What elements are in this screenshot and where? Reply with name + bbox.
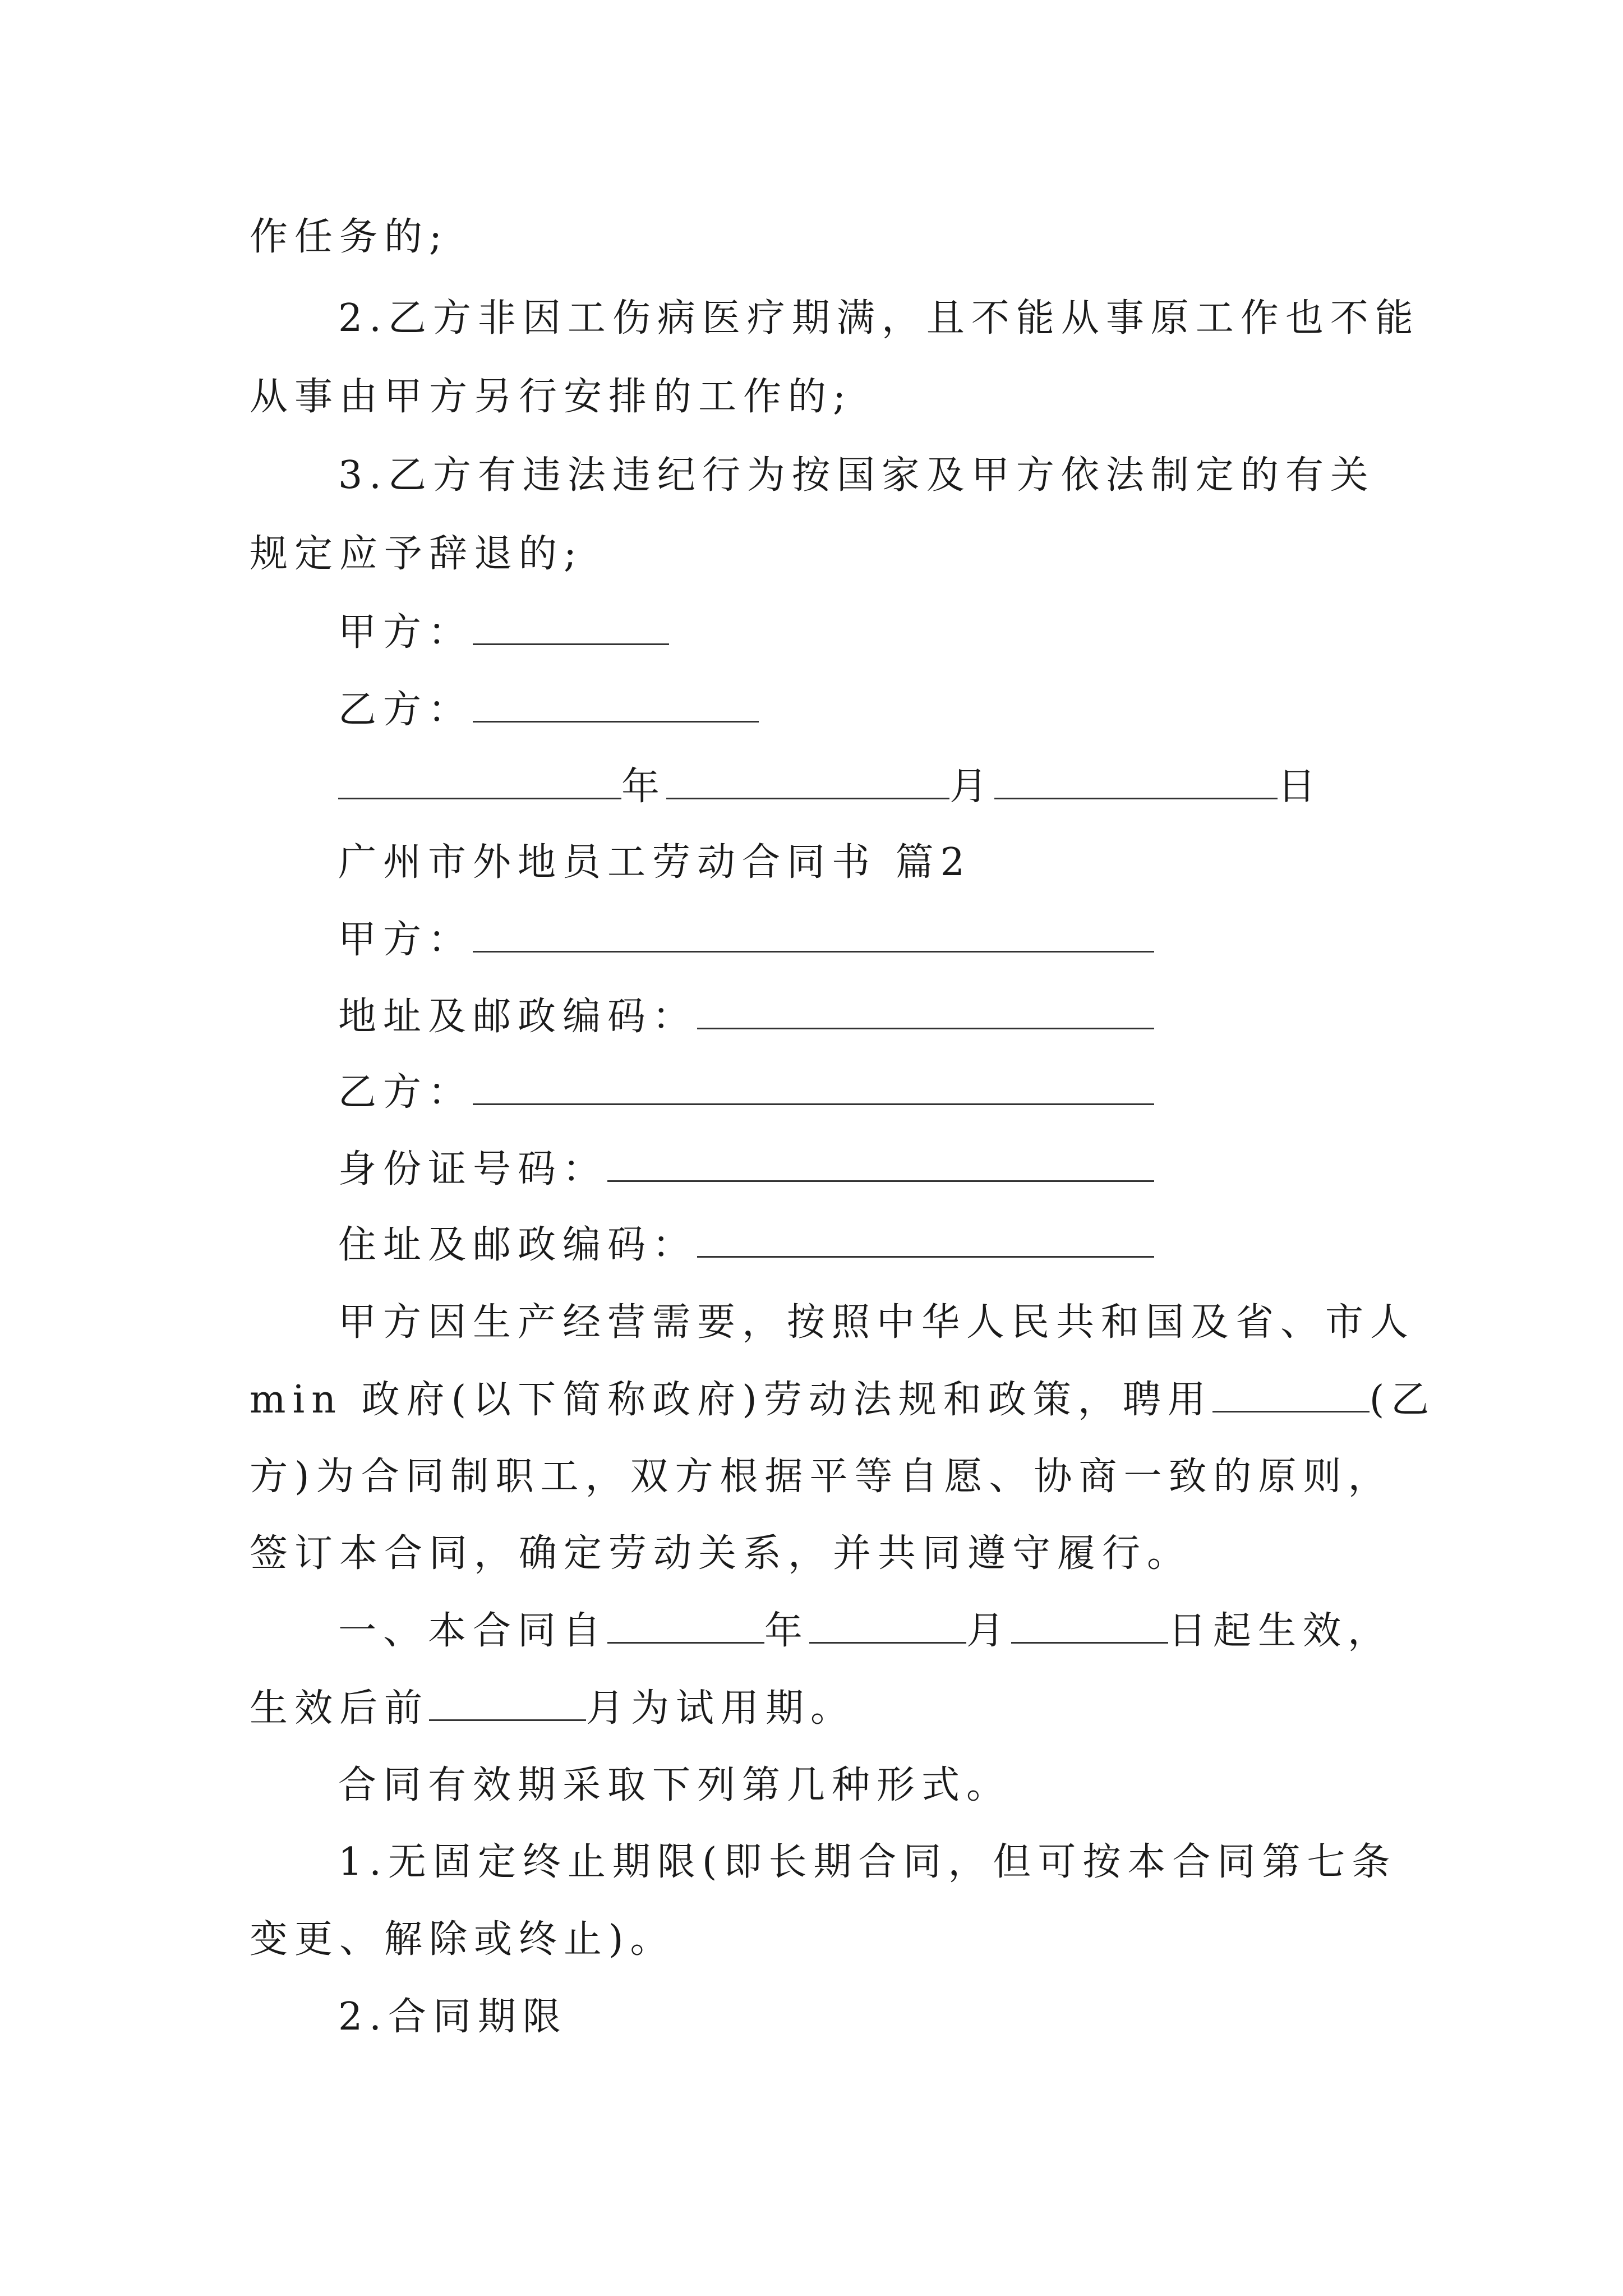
form-id-blank	[607, 1147, 1154, 1182]
text-segment: 年	[764, 1609, 810, 1653]
text-segment: 生效后前	[250, 1686, 430, 1731]
start-year-blank	[607, 1608, 764, 1644]
text-line: 签订本合同，确定劳动关系，并共同遵守履行。	[250, 1531, 1192, 1576]
employee-name-blank	[1212, 1377, 1370, 1412]
signature-party-a	[338, 606, 1477, 660]
text-line: 1.无固定终止期限(即长期合同，但可按本合同第七条	[338, 1840, 1397, 1884]
start-month-blank	[809, 1608, 966, 1644]
text-line: 作任务的;	[250, 215, 449, 259]
text-line: 变更、解除或终止)。	[250, 1917, 675, 1962]
text-line: 2.合同期限	[338, 1995, 568, 2039]
section-heading: 广州市外地员工劳动合同书 篇2	[338, 840, 971, 885]
form-residence-blank	[697, 1222, 1154, 1258]
text-line: 方)为合同制职工，双方根据平等自愿、协商一致的原则，	[250, 1455, 1393, 1499]
year-label: 年	[621, 765, 667, 809]
day-label: 日	[1278, 765, 1323, 809]
text-line: 3.乙方有违法违纪行为按国家及甲方依法制定的有关	[338, 453, 1375, 498]
form-residence	[338, 1218, 1477, 1272]
form-party-b-label: 乙方：	[338, 1070, 473, 1115]
party-b-blank	[473, 687, 759, 723]
party-b-label: 乙方：	[338, 688, 473, 732]
form-party-b-blank	[473, 1070, 1154, 1105]
form-address-label: 地址及邮政编码：	[338, 995, 698, 1039]
form-id-label: 身份证号码：	[338, 1147, 608, 1191]
text-line	[250, 1682, 1388, 1736]
text-segment: 月	[966, 1609, 1012, 1653]
text-line: 甲方因生产经营需要，按照中华人民共和国及省、市人	[338, 1300, 1415, 1345]
text-line: 规定应予辞退的;	[250, 532, 583, 576]
year-blank	[338, 764, 621, 799]
form-residence-label: 住址及邮政编码：	[338, 1223, 698, 1267]
form-party-a	[338, 913, 1477, 967]
month-blank	[666, 764, 949, 799]
text-segment: min 政府(以下简称政府)劳动法规和政策，聘用	[250, 1378, 1212, 1422]
signature-party-b	[338, 683, 1477, 737]
text-segment: 一、本合同自	[338, 1609, 608, 1653]
form-party-b	[338, 1066, 1477, 1120]
text-line	[250, 1373, 1436, 1427]
signature-date	[338, 760, 1477, 814]
text-segment: 月为试用期。	[586, 1686, 856, 1731]
form-address	[338, 990, 1477, 1044]
form-party-a-label: 甲方：	[338, 918, 473, 962]
party-a-label: 甲方：	[338, 610, 473, 655]
text-segment: (乙	[1369, 1378, 1436, 1422]
form-id	[338, 1143, 1477, 1197]
start-day-blank	[1011, 1608, 1168, 1644]
text-line: 合同有效期采取下列第几种形式。	[338, 1763, 1012, 1807]
day-blank	[994, 764, 1278, 799]
text-line: 从事由甲方另行安排的工作的;	[250, 375, 852, 419]
form-party-a-blank	[473, 917, 1154, 953]
party-a-blank	[473, 610, 669, 645]
text-line: 2.乙方非因工伤病医疗期满，且不能从事原工作也不能	[338, 296, 1420, 341]
form-address-blank	[697, 994, 1154, 1029]
text-line	[338, 1604, 1477, 1658]
probation-blank	[429, 1686, 586, 1721]
text-segment: 日起生效，	[1168, 1609, 1393, 1653]
month-label: 月	[949, 765, 995, 809]
